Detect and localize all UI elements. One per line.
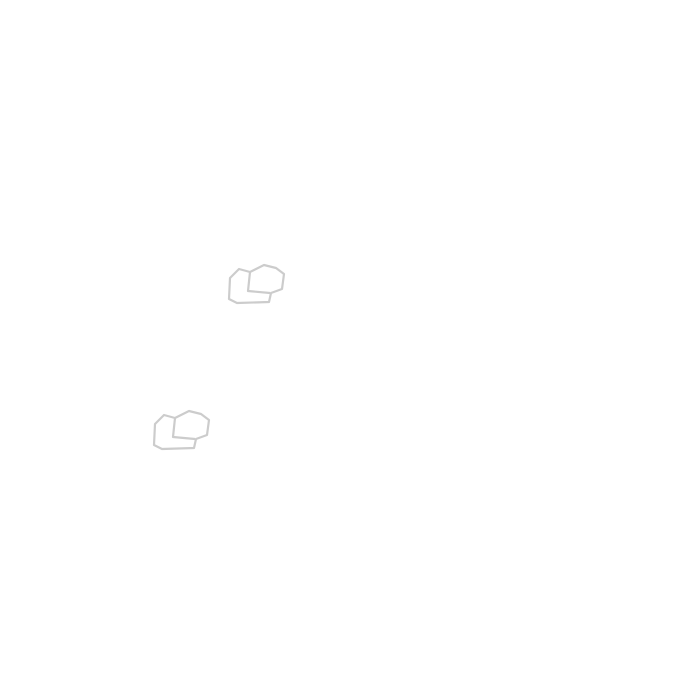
metal-profil-logo-icon bbox=[154, 411, 209, 449]
metal-profil-logo-icon bbox=[229, 265, 284, 303]
watermark-bottom bbox=[154, 411, 209, 449]
watermark-top bbox=[229, 265, 284, 303]
